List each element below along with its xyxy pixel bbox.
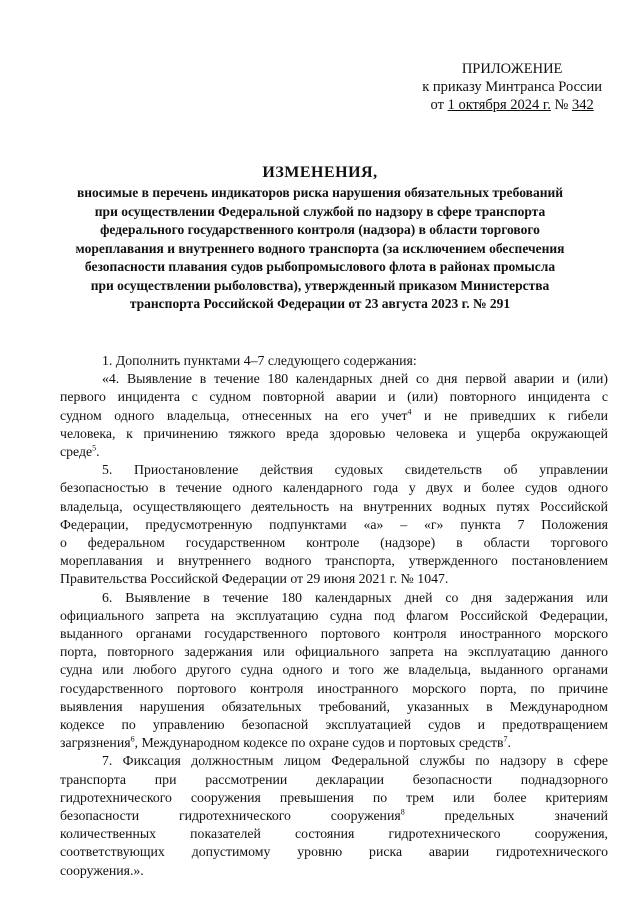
text-line: количественных показателей состояния гидротехнического сооружения, (60, 826, 608, 842)
text-line: «4. Выявление в течение 180 календарных дней со дня первой аварии и (или) (102, 371, 608, 387)
paragraph-7 (60, 752, 608, 879)
text-span: загрязнения (60, 735, 131, 751)
text-line: 6. Выявление в течение 180 календарных дней со дня задержания или (102, 589, 608, 605)
text-line (60, 807, 608, 825)
appendix-date-line (422, 96, 602, 114)
text-span: . (96, 444, 100, 460)
text-line: первого инцидента с судном повторной аварии и (или) повторного инцидента с (60, 389, 608, 405)
appendix-date: 1 октября 2024 г. (447, 97, 551, 113)
text-span: среде (60, 444, 93, 460)
paragraph-6 (60, 589, 608, 753)
text-span: , Международном кодексе по охране судов и портовых средств (134, 735, 504, 751)
text-line: соответствующих допустимому уровню риска аварии гидротехнического (60, 844, 608, 860)
text-line (60, 443, 608, 461)
paragraph-5 (60, 461, 608, 588)
text-line: судна или любого другого судна одного и того же владельца, выданного органами (60, 662, 608, 678)
text-line (60, 407, 608, 425)
heading-line: при осуществлении Федеральной службой по надзору в сфере транспорта (94, 203, 546, 219)
text-line: выданного органами государственного портового контроля иностранного морского (60, 626, 608, 642)
text-line: человека, к причинению тяжкого вреда здоровью человека и ущерба окружающей (60, 425, 608, 441)
footnote-ref: 4 (407, 407, 412, 417)
text-line: Правительства Российской Федерации от 29 июня 2021 г. № 1047. (60, 571, 449, 587)
text-line: Федерации, предусмотренную подпунктами «а» – «г» пункта 7 Положения (60, 516, 608, 532)
text-span: безопасности гидротехнического сооружения (60, 808, 401, 824)
text-line (60, 734, 608, 752)
paragraph-4 (60, 370, 608, 461)
text-line: о федеральном государственном контроле (надзоре) в области торгового (60, 535, 608, 551)
text-line: выявления нарушения обязательных требований, указанных в Международном (60, 698, 608, 714)
heading-title: ИЗМЕНЕНИЯ, (262, 164, 378, 181)
footnote-ref: 5 (92, 443, 97, 453)
text-line: кодексе по управлению безопасной эксплуатацией судов и предотвращением (60, 717, 608, 733)
appendix-number: 342 (571, 97, 594, 113)
heading-line: федерального государственного контроля (надзора) в области торгового (100, 222, 540, 237)
text-span: судном одного владельца, отнесенных на его учет (60, 407, 408, 423)
text-line: мореплавания и внутреннего водного транспорта, утвержденного постановлением (60, 553, 608, 569)
text-line: официального запрета на эксплуатацию судна под флагом Российской Федерации, (60, 607, 608, 623)
heading-line: транспорта Российской Федерации от 23 августа 2023 г. № 291 (129, 296, 511, 311)
text-line: безопасностью в течение одного календарного года у двух и более судов одного (60, 480, 608, 496)
date-prefix: от (430, 97, 448, 113)
intro-paragraph: 1. Дополнить пунктами 4–7 следующего содержания: (102, 353, 417, 368)
text-line: 5. Приостановление действия судовых свидетельств об управлении (102, 462, 608, 478)
footnote-ref: 7 (503, 734, 508, 744)
text-line: владельца, осуществляющего деятельность на внутренних водных путях Российской (60, 498, 608, 514)
footnote-ref: 6 (130, 734, 135, 744)
text-line: транспорта при рассмотрении декларации безопасности поднадзорного (60, 771, 608, 787)
text-line: сооружения.». (60, 862, 144, 878)
heading-line: мореплавания и внутреннего водного транспорта (за исключением обеспечения (75, 240, 565, 256)
appendix-title: ПРИЛОЖЕНИЕ (461, 61, 563, 77)
footnote-ref: 8 (400, 807, 405, 817)
heading-line: вносимые в перечень индикаторов риска нарушения обязательных требований (76, 185, 564, 200)
text-line: порта, повторного задержания или официального запрета на эксплуатацию данного (60, 644, 608, 660)
heading-line: безопасности плавания судов рыбопромыслового флота в районах промысла (84, 259, 556, 274)
text-line: государственного портового контроля иностранного морского порта, по причине (60, 680, 608, 696)
number-prefix: № (550, 97, 572, 113)
heading-line: при осуществлении рыболовства), утвержденный приказом Министерства (90, 277, 550, 293)
appendix-order-line: к приказу Минтранса России (422, 79, 602, 95)
document-heading (46, 162, 594, 314)
text-line: 7. Фиксация должностным лицом Федеральной службы по надзору в сфере (102, 753, 608, 769)
appendix-block (422, 60, 602, 114)
document-body (60, 352, 608, 880)
text-span: и не приведших к гибели (411, 407, 608, 423)
text-span: . (507, 735, 511, 751)
text-line: гидротехнического сооружения превышения по трем или более критериям (60, 789, 608, 805)
text-span: предельных значений (404, 808, 608, 824)
